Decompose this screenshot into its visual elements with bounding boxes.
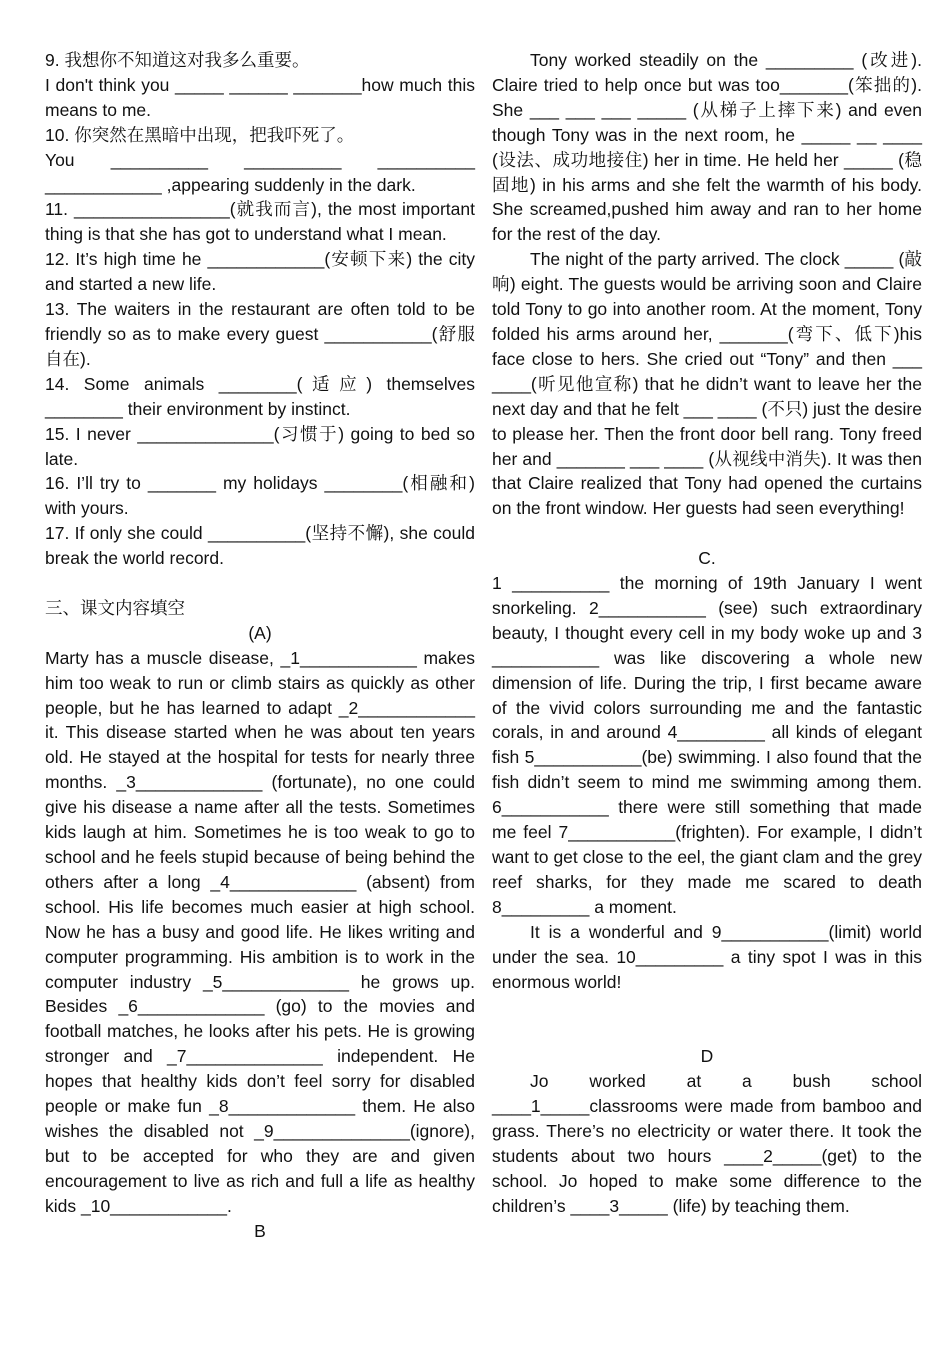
item-12: 12. It’s high time he ____________(安顿下来) the city and started a new life. <box>45 249 475 295</box>
item-13: 13. The waiters in the restaurant are often told to be friendly so as to make every guest ___________(舒服自在). <box>45 299 475 369</box>
spacer <box>492 1019 922 1044</box>
spacer <box>492 521 922 546</box>
spacer <box>492 994 922 1019</box>
passage-b-label: B <box>254 1220 266 1241</box>
item-9-sentence: I don't think you _____ ______ _______how much this means to me. <box>45 74 475 120</box>
section-heading: 三、课文内容填空 <box>45 597 185 618</box>
left-column <box>45 48 475 1243</box>
passage-c-paragraph-2: It is a wonderful and 9___________(limit) world under the sea. 10_________ a tiny spot I was in this enormous world! <box>492 921 922 992</box>
item-14: 14. Some animals ________(适应) themselves ________ their environment by instinct. <box>45 373 475 419</box>
passage-a-text: Marty has a muscle disease, _1____________ makes him too weak to run or climb stairs as quickly as other people, but he has learned to adapt _2____________ it. This disease started when he was about ten years old. He stayed at the hospital for tests for nearly three months. _3_____________ (fortunate), no one could give his disease a name after all the tests. Sometimes kids laugh at him. Sometimes he is too weak to go to school and he feels stupid because of being behind the others after a long _4_____________ (absent) from school. His life becomes much easier at high school. Now he has a busy and good life. He likes writing and computer programming. His ambition is to work in the computer industry _5_____________ he grows up. Besides _6_____________ (go) to the movies and football matches, he looks after his pets. He is growing stronger and _7______________ independent. He hopes that healthy kids don’t feel sorry for disabled people or make fun _8_____________ them. He also wishes the disabled not _9______________(ignore), but to be accepted for who they are and given encouragement to live as rich and full a life as healthy kids _10____________. <box>45 647 475 1216</box>
spacer <box>45 571 475 596</box>
passage-b-paragraph-1: Tony worked steadily on the _________ (改进). Claire tried to help once but was too_______(笨拙的). She ___ ___ ___ _____ (从梯子上摔下来) and even though Tony was in the next room, he _____ __ ____ (设法、成功地接住) her in time. He held her _____ (稳固地) in his arms and she felt the warmth of his body. She screamed,pushed him away and ran to her home for the rest of the day. <box>492 50 922 245</box>
passage-d-paragraph-1: Jo worked at a bush school ____1_____classrooms were made from bamboo and grass. There’s no electricity or water there. It took the students about two hours ____2_____(get) to the school. Jo hoped to make some difference to the children’s ____3_____ (life) by teaching them. <box>492 1071 922 1216</box>
item-11: 11. ________________(就我而言), the most important thing is that she has got to understand what I mean. <box>45 199 475 245</box>
passage-b-paragraph-2: The night of the party arrived. The clock _____ (敲响) eight. The guests would be arriving soon and Claire told Tony to go into another room. At the moment, Tony folded his arms around her, _______(弯下、低下)his face close to hers. She cried out “Tony” and then ___ ____(听见他宣称) that he didn’t want to leave her the next day and that he felt ___ ____ (不只) just the desire to please her. Then the front door bell rang. Tony freed her and _______ ___ ____ (从视线中消失). It was then that Claire realized that Tony had opened the curtains on the front window. Her guests had seen everything! <box>492 249 922 519</box>
passage-c-paragraph-1: 1 __________ the morning of 19th January I went snorkeling. 2___________ (see) such extraordinary beauty, I thought every cell in my body woke up and 3 ___________ was like discovering a whole new dimension of life. During the trip, I first became aware of the vivid colors surrounding me and the fantastic corals, in and around 4_________ all kinds of elegant fish 5___________(be) swimming. I also found that the fish didn’t seem to mind me swimming among them. 6___________ there were still something that made me feel 7___________(frighten). For example, I didn’t want to get close to the eel, the giant clam and the grey reef sharks, for they made me scared to death 8_________ a moment. <box>492 573 922 917</box>
passage-d-label: D <box>700 1046 714 1067</box>
item-16: 16. I’ll try to _______ my holidays ________(相融和) with yours. <box>45 473 475 519</box>
item-9-prompt: 9. 我想你不知道这对我多么重要。 <box>45 50 310 70</box>
item-15: 15. I never ______________(习惯于) going to bed so late. <box>45 423 475 469</box>
passage-a-label: (A) <box>248 622 272 643</box>
right-column <box>492 48 922 1219</box>
passage-c-label: C. <box>698 548 716 569</box>
item-10-sentence: You __________ __________ __________ ____________ ,appearing suddenly in the dark. <box>45 149 475 195</box>
item-10-prompt: 10. 你突然在黑暗中出现，把我吓死了。 <box>45 124 355 145</box>
item-17: 17. If only she could __________(坚持不懈), she could break the world record. <box>45 523 475 569</box>
